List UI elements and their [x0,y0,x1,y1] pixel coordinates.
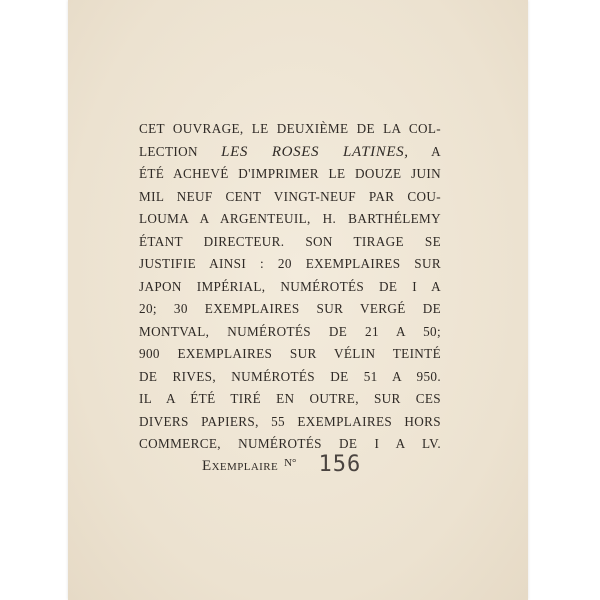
colophon-line: JUSTIFIE AINSI : 20 EXEMPLAIRES SUR [139,256,441,271]
numero-symbol: N° [284,457,297,469]
copy-number-line [202,452,361,480]
collection-title: LES ROSES LATINES, [221,143,409,160]
colophon-word: A [431,143,442,159]
colophon-line: MIL NEUF CENT VINGT-NEUF PAR COU- [139,188,441,204]
colophon-line: ÉTÉ ACHEVÉ D'IMPRIMER LE DOUZE JUIN [139,166,441,181]
colophon-line: DIVERS PAPIERS, 55 EXEMPLAIRES HORS [139,413,441,429]
colophon-word: LECTION [139,143,198,159]
colophon-line: COMMERCE, NUMÉROTÉS DE I A LV. [139,436,441,451]
colophon-line: 20; 30 EXEMPLAIRES SUR VERGÉ DE [139,301,441,316]
colophon-line-collection [139,141,441,164]
exemplaire-label: Exemplaire [202,458,279,474]
colophon-line: CET OUVRAGE, LE DEUXIÈME DE LA COL- [139,121,441,136]
colophon-line: IL A ÉTÉ TIRÉ EN OUTRE, SUR CES [139,391,441,406]
colophon-line: DE RIVES, NUMÉROTÉS DE 51 A 950. [139,368,441,384]
colophon-text [139,118,441,456]
colophon-line: ÉTANT DIRECTEUR. SON TIRAGE SE [139,233,441,249]
colophon-line: JAPON IMPÉRIAL, NUMÉROTÉS DE I A [139,278,441,294]
colophon-line: MONTVAL, NUMÉROTÉS DE 21 A 50; [139,323,441,339]
stamped-copy-number: 156 [318,452,362,477]
colophon-line: 900 EXEMPLAIRES SUR VÉLIN TEINTÉ [139,346,441,361]
colophon-line: LOUMA A ARGENTEUIL, H. BARTHÉLEMY [139,211,441,226]
